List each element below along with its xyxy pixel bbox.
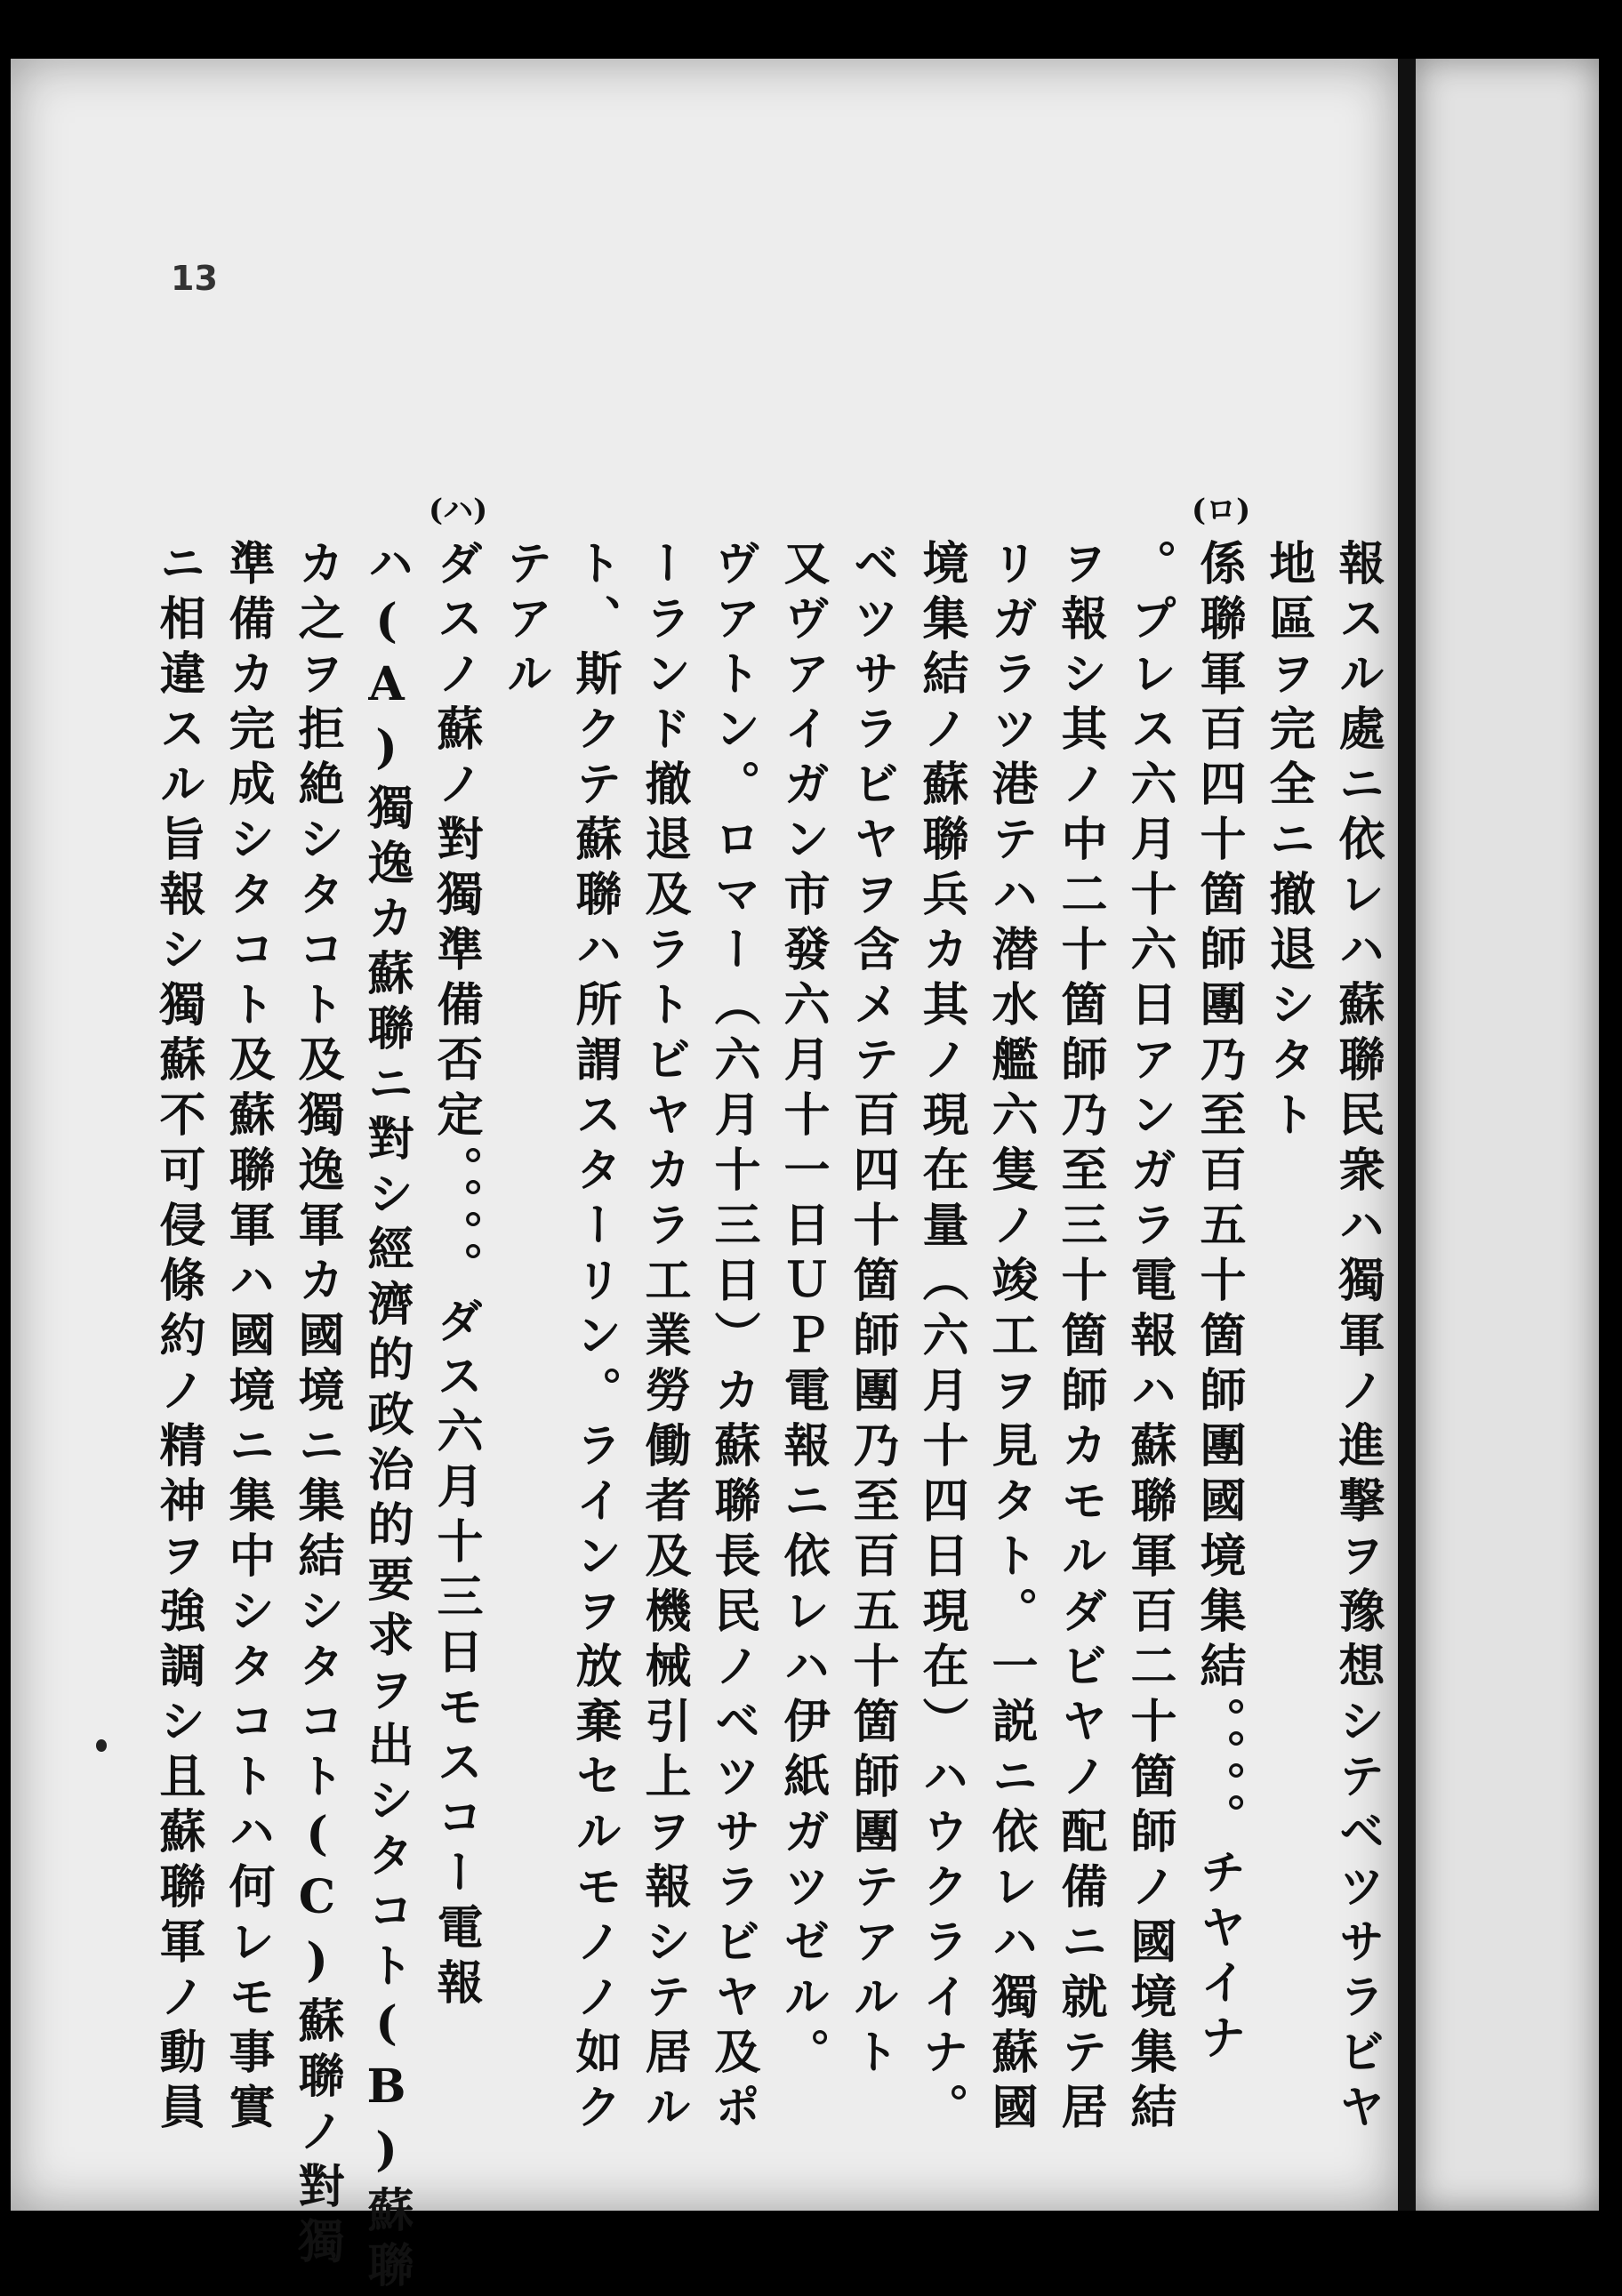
text-column: 準備カ完成シタコト及蘇聯軍ハ國境ニ集中シタコトハ何レモ事實 — [221, 539, 275, 2138]
text-column: テアル — [498, 539, 552, 704]
text-column: ハ(A)獨逸カ蘇聯ニ對シ經濟的政治的要求ヲ出シタコト(B)蘇聯 — [359, 539, 414, 2296]
text-column: ト、斯クテ蘇聯ハ所謂スターリン。ラインヲ放棄セルモノノ如ク — [567, 539, 622, 2138]
text-column: ーランド撤退及ラトビヤカラ工業勞働者及機械引上ヲ報シテ居ル — [637, 539, 691, 2138]
text-column: リガラツ港テハ潜水艦六隻ノ竣工ヲ見タト。一説ニ依レハ獨蘇國 — [984, 539, 1038, 2138]
text-column: 。プレス六月十六日アンガラ電報ハ蘇聯軍百二十箇師ノ國境集結 — [1122, 539, 1176, 2138]
text-column: 境集結ノ蘇聯兵カ其ノ現在量（六月十四日現在）ハウクライナ。 — [914, 539, 968, 2138]
document-page — [11, 59, 1398, 2296]
text-column: 地區ヲ完全ニ撤退シタト — [1261, 539, 1315, 1145]
page-gutter — [1398, 59, 1416, 2211]
section-marker-ha: (ハ) — [429, 493, 488, 528]
text-column: 係聯軍百四十箇師團乃至百五十箇師團國境集結。。。。チヤイナ — [1192, 539, 1246, 2068]
text-column: 報スル處ニ依レハ蘇聯民衆ハ獨軍ノ進撃ヲ豫想シテベツサラビヤ — [1330, 539, 1385, 2138]
text-column: ヴアトン。ロマー（六月十三日）カ蘇聯長民ノベツサラビヤ及ポ — [706, 539, 760, 2138]
text-column: ニ相違スル旨報シ獨蘇不可侵條約ノ精神ヲ強調シ且蘇聯軍ノ動員 — [151, 539, 205, 2138]
text-column: カ之ヲ拒絶シタコト及獨逸軍カ國境ニ集結シタコト(C)蘇聯ノ對獨 — [290, 539, 344, 2272]
text-column: ベツサラビヤヲ含メテ百四十箇師團乃至百五十箇師團テアルト — [845, 539, 899, 2083]
section-marker-ro: (ロ) — [1192, 493, 1251, 528]
text-column: 又ヴアイガン市發六月十一日ＵＰ電報ニ依レハ伊紙ガツゼル。 — [775, 539, 830, 2083]
page-number: 13 — [171, 259, 218, 298]
adjacent-page-edge — [1416, 59, 1599, 2211]
text-column: ヲ報シ其ノ中二十箇師乃至三十箇師カモルダビヤノ配備ニ就テ居 — [1053, 539, 1107, 2138]
text-column: ダスノ蘇ノ對獨準備否定。。。。ダス六月十三日モスコー電報 — [429, 539, 483, 2013]
ink-speck — [96, 1739, 107, 1752]
